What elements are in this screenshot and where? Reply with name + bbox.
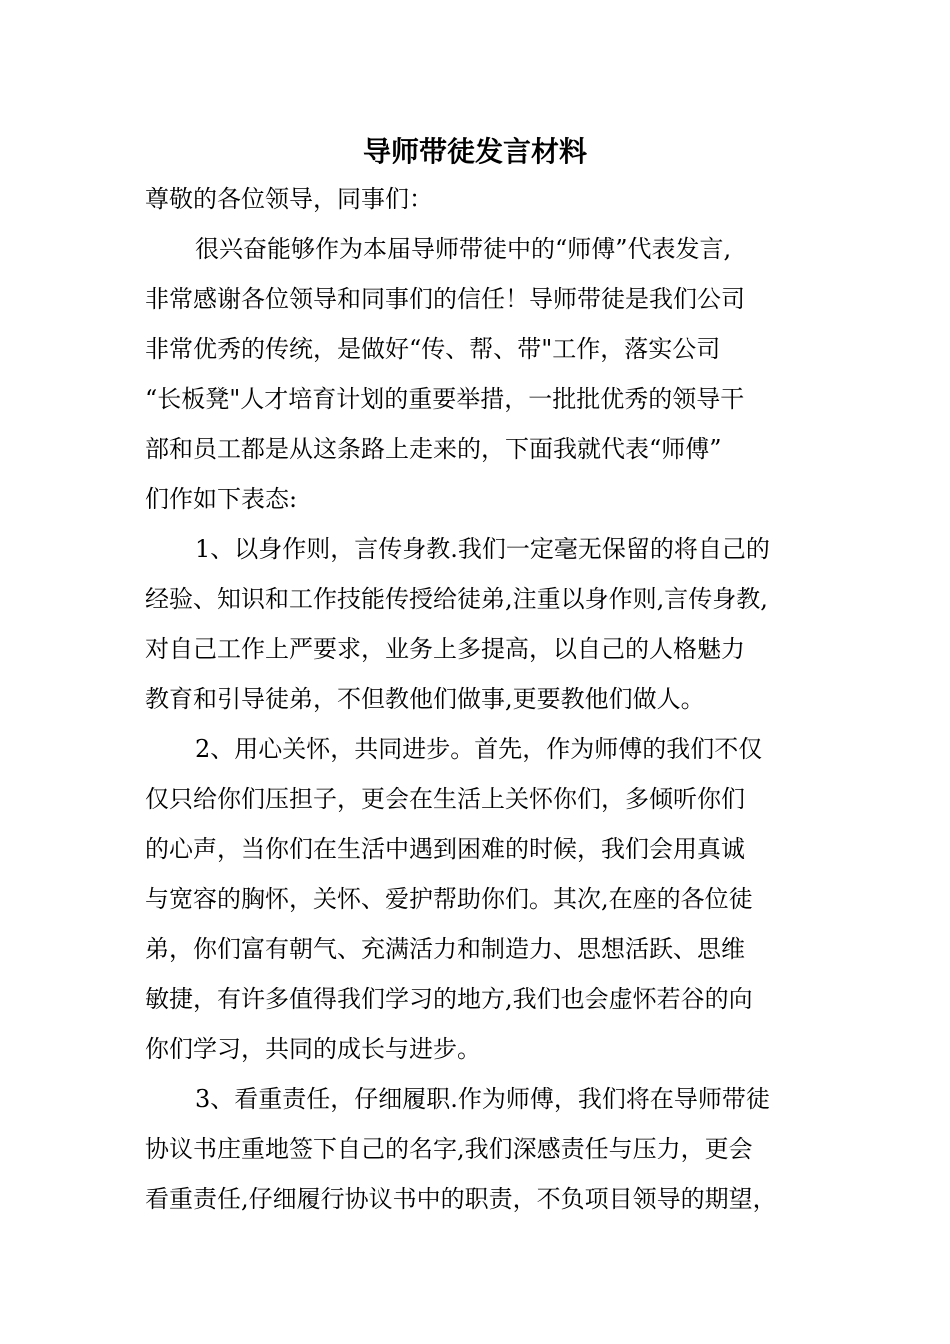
salutation: 尊敬的各位领导，同事们： (145, 185, 433, 213)
paragraph-line: 非常感谢各位领导和同事们的信任！导师带徒是我们公司 (145, 285, 745, 313)
paragraph-line: 对自己工作上严要求，业务上多提高，以自己的人格魅力 (145, 635, 745, 663)
paragraph-line: 非常优秀的传统，是做好“传、帮、带"工作，落实公司 (145, 335, 721, 363)
paragraph-line: 看重责任,仔细履行协议书中的职责，不负项目领导的期望， (145, 1185, 777, 1213)
paragraph-line: 的心声，当你们在生活中遇到困难的时候，我们会用真诚 (145, 835, 745, 863)
paragraph-line: 仅只给你们压担子，更会在生活上关怀你们，多倾听你们 (145, 785, 745, 813)
paragraph-line: 敏捷，有许多值得我们学习的地方,我们也会虚怀若谷的向 (145, 985, 753, 1013)
paragraph-line: 3、看重责任，仔细履职.作为师傅，我们将在导师带徒 (195, 1085, 770, 1113)
paragraph-line: 很兴奋能够作为本届导师带徒中的“师傅”代表发言, (195, 235, 732, 263)
paragraph-line: 2、用心关怀，共同进步。首先，作为师傅的我们不仅 (195, 735, 763, 763)
paragraph-line: 与宽容的胸怀，关怀、爱护帮助你们。其次,在座的各位徒 (145, 885, 753, 913)
document-title: 导师带徒发言材料 (362, 135, 587, 168)
paragraph-line: 经验、知识和工作技能传授给徒弟,注重以身作则,言传身教, (145, 585, 768, 613)
paragraph-line: 1、以身作则，言传身教.我们一定毫无保留的将自己的 (195, 535, 770, 563)
paragraph-line: 部和员工都是从这条路上走来的，下面我就代表“师傅” (145, 435, 722, 463)
paragraph-line: “长板凳"人才培育计划的重要举措，一批批优秀的领导干 (145, 385, 745, 413)
paragraph-line: 弟，你们富有朝气、充满活力和制造力、思想活跃、思维 (145, 935, 745, 963)
paragraph-line: 你们学习，共同的成长与进步。 (145, 1035, 481, 1063)
paragraph-line: 协议书庄重地签下自己的名字,我们深感责任与压力，更会 (145, 1135, 753, 1163)
paragraph-line: 们作如下表态: (145, 485, 298, 513)
paragraph-line: 教育和引导徒弟，不但教他们做事,更要教他们做人。 (145, 685, 705, 713)
